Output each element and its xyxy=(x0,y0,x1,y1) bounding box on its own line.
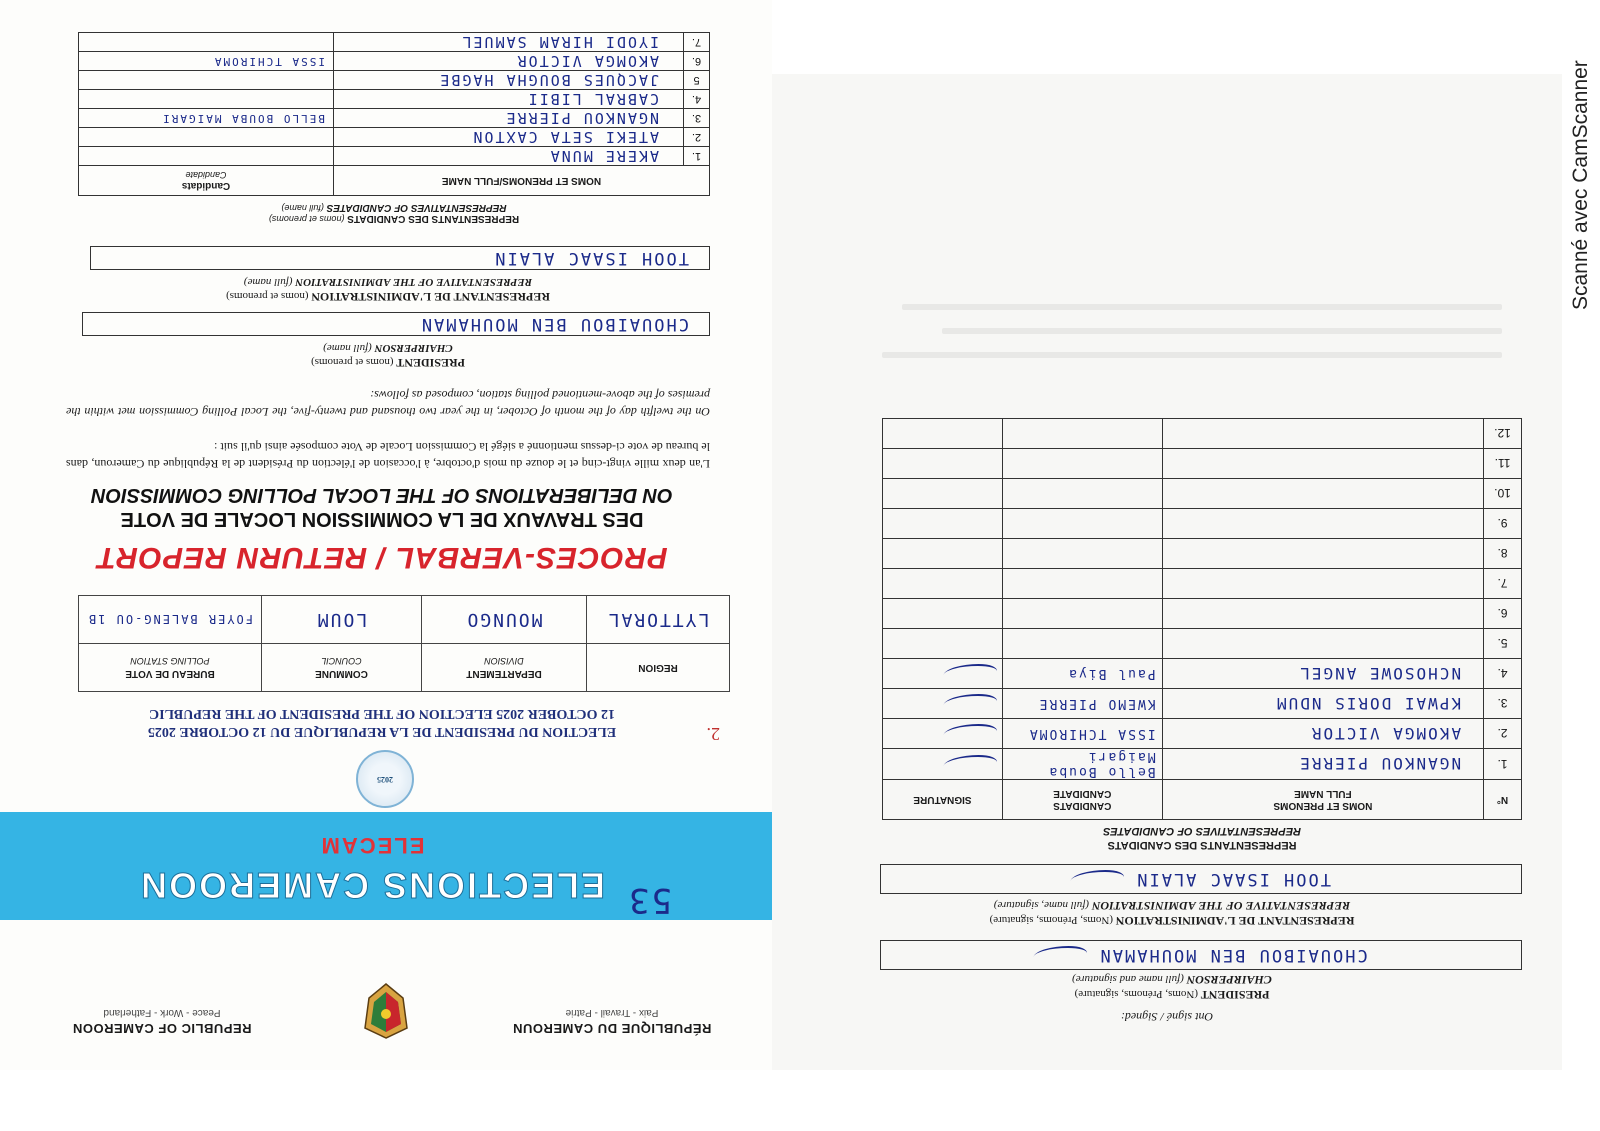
table-row xyxy=(883,419,1522,449)
table-row xyxy=(883,479,1522,509)
table-row xyxy=(79,71,710,90)
signature-mark xyxy=(1031,946,1090,964)
motto-en: Peace - Work - Fatherland xyxy=(103,1007,221,1018)
motto-fr: Paix - Travail - Patrie xyxy=(565,1007,659,1018)
rep-candidate xyxy=(1002,629,1162,659)
row-number: 10. xyxy=(1484,479,1522,509)
rep-name: KPWAI DORIS NDUM xyxy=(1162,689,1483,719)
table-row xyxy=(79,147,710,166)
row-number: 4. xyxy=(1484,659,1522,689)
name-header-en: FULL NAME xyxy=(1294,788,1352,800)
signature-mark xyxy=(941,725,1000,743)
signature-cell xyxy=(883,689,1003,719)
rep-candidate: ISSA TCHIROMA xyxy=(1002,719,1162,749)
republic-en-block xyxy=(22,1007,302,1036)
bleed-through-line xyxy=(902,304,1502,310)
table-row xyxy=(883,659,1522,689)
rep-candidate xyxy=(1002,419,1162,449)
reps-caption-note-en: (full name) xyxy=(281,203,324,214)
row-number: 7. xyxy=(1484,569,1522,599)
administration-note-en: (full name) xyxy=(243,276,293,288)
signature-cell xyxy=(883,509,1003,539)
rep-candidate xyxy=(79,33,334,52)
r-administration-note-en: (full name, signature) xyxy=(993,899,1090,911)
president-note-fr: (noms et prenoms) xyxy=(311,356,394,368)
candidate-header-en: CANDIDATE xyxy=(1053,788,1112,800)
administration-note-fr: (noms et prenoms) xyxy=(226,290,309,302)
rep-name: JACQUES BOUGHA HAGBE xyxy=(334,71,684,90)
reps-caption-en: REPRESENTATIVES OF CANDIDATES xyxy=(326,202,507,214)
location-header-row xyxy=(79,644,730,692)
row-number: 2. xyxy=(684,128,710,147)
row-number: 8. xyxy=(1484,539,1522,569)
row-number: 3. xyxy=(684,109,710,128)
r-administration-name-field xyxy=(880,864,1522,894)
r-president-label-en: CHAIRPERSON xyxy=(1186,973,1272,987)
division-label-en: DIVISION xyxy=(484,656,524,667)
president-label xyxy=(66,341,710,370)
rep-name: AKOMGA VICTOR xyxy=(1162,719,1483,749)
rep-name: IYODI HIRAM SAMUEL xyxy=(334,33,684,52)
name-header-fr: NOMS ET PRENOMS xyxy=(1273,800,1373,812)
table-row xyxy=(883,599,1522,629)
signature-cell xyxy=(883,629,1003,659)
president-label-fr: PRESIDENT xyxy=(396,356,465,370)
table-row xyxy=(883,569,1522,599)
row-number: 9. xyxy=(1484,509,1522,539)
table-row xyxy=(883,509,1522,539)
table-row xyxy=(883,719,1522,749)
polling-station-label-en: POLLING STATION xyxy=(130,656,210,667)
candidate-header xyxy=(1002,780,1162,820)
rep-candidate xyxy=(1002,509,1162,539)
division-label-fr: DEPARTEMENT xyxy=(466,668,542,680)
name-header xyxy=(1162,780,1483,820)
signature-cell xyxy=(883,719,1003,749)
rep-name: NGANKOU PIERRE xyxy=(1162,749,1483,780)
sig-header-row xyxy=(883,780,1522,820)
table-row xyxy=(79,109,710,128)
bleed-through-line xyxy=(882,352,1502,358)
reps-candidate-header xyxy=(79,166,334,196)
administration-label-en: REPRESENTATIVE OF THE ADMINISTRATION xyxy=(295,276,533,288)
council-label-en: COUNCIL xyxy=(321,656,362,667)
signatures-table xyxy=(882,418,1522,820)
rep-name: NGANKOU PIERRE xyxy=(334,109,684,128)
table-row xyxy=(79,128,710,147)
r-president-label-fr: PRESIDENT xyxy=(1200,988,1270,1002)
region-label: REGION xyxy=(638,662,678,673)
region-value: LYTTORAL xyxy=(587,596,730,644)
r-administration-name: TOOH ISAAC ALAIN xyxy=(1135,869,1332,889)
signature-cell xyxy=(883,569,1003,599)
council-value: LOUM xyxy=(262,596,422,644)
election-title xyxy=(32,704,732,740)
row-number: 1. xyxy=(1484,749,1522,780)
rep-candidate: KWEMO PIERRE xyxy=(1002,689,1162,719)
r-president-name-field xyxy=(880,940,1522,970)
row-number: 12. xyxy=(1484,419,1522,449)
r-reps-header-fr: REPRESENTANTS DES CANDIDATS xyxy=(1107,839,1297,851)
rep-name xyxy=(1162,509,1483,539)
signature-cell xyxy=(883,659,1003,689)
polling-station-label-fr: BUREAU DE VOTE xyxy=(125,668,215,680)
row-number: 2. xyxy=(1484,719,1522,749)
president-note-en: (full name) xyxy=(323,342,372,354)
signed-heading: Ont signé / Signed: xyxy=(1120,1010,1214,1024)
signature-header: SIGNATURE xyxy=(883,780,1003,820)
coat-of-arms-icon xyxy=(355,980,417,1042)
rep-candidate: Paul Biya xyxy=(1002,659,1162,689)
reps-header-row xyxy=(79,166,710,196)
rep-candidate xyxy=(1002,599,1162,629)
row-number: 3. xyxy=(1484,689,1522,719)
reps-caption-note-fr: (noms et prenoms) xyxy=(268,214,345,225)
table-row xyxy=(883,749,1522,780)
location-value-row xyxy=(79,596,730,644)
reps-caption-row xyxy=(79,196,710,230)
reps-candidate-en: Candidate xyxy=(185,170,227,181)
small-red-mark: 2. xyxy=(706,724,720,744)
banner-subtitle: ELECAM xyxy=(319,833,425,858)
elecam-seal-icon xyxy=(356,750,414,808)
row-number: 6. xyxy=(1484,599,1522,629)
polling-station-value: FOYER BALENG-OU 1B xyxy=(79,596,262,644)
signature-cell xyxy=(883,479,1003,509)
signature-mark xyxy=(1068,870,1127,888)
region-header xyxy=(587,644,730,692)
division-header xyxy=(422,644,587,692)
camscanner-watermark: Scanné avec CamScanner xyxy=(1569,60,1592,310)
administration-name-field: TOOH ISAAC ALAIN xyxy=(90,246,710,270)
num-header: N° xyxy=(1484,780,1522,820)
rep-candidate xyxy=(1002,539,1162,569)
rep-name xyxy=(1162,629,1483,659)
reps-caption-fr: REPRESENTANTS DES CANDIDATS xyxy=(347,213,520,225)
rep-name xyxy=(1162,479,1483,509)
page-header xyxy=(0,980,772,1050)
row-number: 6. xyxy=(684,52,710,71)
president-label-en: CHAIRPERSON xyxy=(374,342,453,354)
table-row xyxy=(883,539,1522,569)
signature-mark xyxy=(941,695,1000,713)
signature-cell xyxy=(883,539,1003,569)
rep-candidate xyxy=(1002,449,1162,479)
reps-caption xyxy=(79,196,710,230)
location-table xyxy=(78,595,730,692)
table-row xyxy=(883,449,1522,479)
division-value: MOUNGO xyxy=(422,596,587,644)
banner-title: ELECTIONS CAMEROON xyxy=(139,865,606,906)
election-title-en: 12 OCTOBER 2025 ELECTION OF THE PRESIDENT OF THE REPUBLIC xyxy=(149,706,615,721)
reps-candidate-fr: Candidats xyxy=(181,180,231,192)
report-subtitle-fr: DES TRAVAUX DE LA COMMISSION LOCALE DE VOTE xyxy=(120,508,644,530)
right-page xyxy=(772,74,1562,1070)
seal-year: 2025 xyxy=(377,775,393,784)
republic-fr: RÉPUBLIQUE DU CAMEROUN xyxy=(512,1021,712,1036)
rep-candidate xyxy=(79,71,334,90)
rep-candidate: BELLO BOUBA MAIGARI xyxy=(79,109,334,128)
row-number: 4. xyxy=(684,90,710,109)
r-administration-label xyxy=(842,898,1502,928)
rep-name xyxy=(1162,599,1483,629)
row-number: 11. xyxy=(1484,449,1522,479)
rep-name: AKOMGA VICTOR xyxy=(334,52,684,71)
rep-name: NCHOSOWE ANGEL xyxy=(1162,659,1483,689)
republic-fr-block xyxy=(472,1007,752,1036)
polling-station-header xyxy=(79,644,262,692)
rep-candidate: Bello Bouba Maigari xyxy=(1002,749,1162,780)
rep-candidate xyxy=(1002,479,1162,509)
right-page-content xyxy=(772,74,1562,1070)
reps-name-header: NOMS ET PRENOMS/FULL NAME xyxy=(334,166,710,196)
table-row xyxy=(79,33,710,52)
rep-candidate xyxy=(79,128,334,147)
rep-name xyxy=(1162,539,1483,569)
r-reps-header-en: REPRESENTATIVES OF CANDIDATES xyxy=(1102,825,1302,837)
republic-en: REPUBLIC OF CAMEROON xyxy=(72,1021,252,1036)
table-row xyxy=(79,52,710,71)
rep-candidate xyxy=(79,90,334,109)
signature-cell xyxy=(883,749,1003,780)
rep-name: AKERE MUNA xyxy=(334,147,684,166)
rep-candidate xyxy=(1002,569,1162,599)
r-reps-header xyxy=(882,824,1522,852)
administration-label-fr: REPRESENTANT DE L'ADMINISTRATION xyxy=(311,290,550,304)
r-president-note-en: (full name and signature) xyxy=(1072,973,1184,985)
signature-mark xyxy=(941,755,1000,773)
rep-name xyxy=(1162,449,1483,479)
signature-cell xyxy=(883,419,1003,449)
candidate-reps-table xyxy=(78,33,710,231)
r-president-note-fr: (Noms, Prénoms, signature) xyxy=(1074,988,1198,1000)
table-row xyxy=(883,629,1522,659)
signature-mark xyxy=(941,665,1000,683)
rep-name: CABRAL LIBII xyxy=(334,90,684,109)
bleed-through-line xyxy=(942,328,1502,334)
r-administration-note-fr: (Noms, Prénoms, signature) xyxy=(989,914,1113,926)
council-header xyxy=(262,644,422,692)
rep-candidate: ISSA TCHIROMA xyxy=(79,52,334,71)
rep-candidate xyxy=(79,147,334,166)
signature-cell xyxy=(883,599,1003,629)
administration-label xyxy=(66,275,710,304)
table-row xyxy=(79,90,710,109)
candidate-header-fr: CANDIDATS xyxy=(1053,800,1112,812)
rep-name xyxy=(1162,419,1483,449)
handwritten-page-number: 53 xyxy=(627,880,672,920)
president-name-field: CHOUAIBOU BEN MOUHAMAN xyxy=(82,312,710,336)
row-number: 7. xyxy=(684,33,710,52)
r-administration-label-fr: REPRESENTANT DE L'ADMINISTRATION xyxy=(1115,914,1355,928)
report-title: PROCES-VERBAL / RETURN REPORT xyxy=(96,541,668,574)
r-president-name: CHOUAIBOU BEN MOUHAMAN xyxy=(1098,945,1368,965)
row-number: 1. xyxy=(684,147,710,166)
left-page xyxy=(0,0,772,1070)
row-number: 5. xyxy=(1484,629,1522,659)
election-title-fr: ELECTION DU PRESIDENT DE LA REPUBLIQUE DU 12 OCTOBRE 2025 xyxy=(147,724,617,739)
rep-name: ATEKI SETA CAXTON xyxy=(334,128,684,147)
intro-paragraph-fr: L'an deux mille vingt-cinq et le douze du mois d'octobre, à l'occasion de l'élection du Président de la République du Cameroun, dans le bureau de vote ci-dessus mentionné a siégé la Commission Locale de Vote composée ainsi qu'il suit : xyxy=(66,440,710,471)
rep-name xyxy=(1162,569,1483,599)
council-label-fr: COMMUNE xyxy=(315,668,368,680)
row-number: 5 xyxy=(684,71,710,90)
table-row xyxy=(883,689,1522,719)
signature-cell xyxy=(883,449,1003,479)
report-subtitle-en: ON DELIBERATIONS OF THE LOCAL POLLING COMMISSION xyxy=(91,484,673,506)
intro-paragraph-en: On the twelfth day of the month of October, in the year two thousand and twenty-five, the Local Polling Commission met within the premises of the above-mentioned polling station, composed as follows: xyxy=(66,388,710,419)
r-administration-label-en: REPRESENTATIVE OF THE ADMINISTRATION xyxy=(1091,899,1351,913)
